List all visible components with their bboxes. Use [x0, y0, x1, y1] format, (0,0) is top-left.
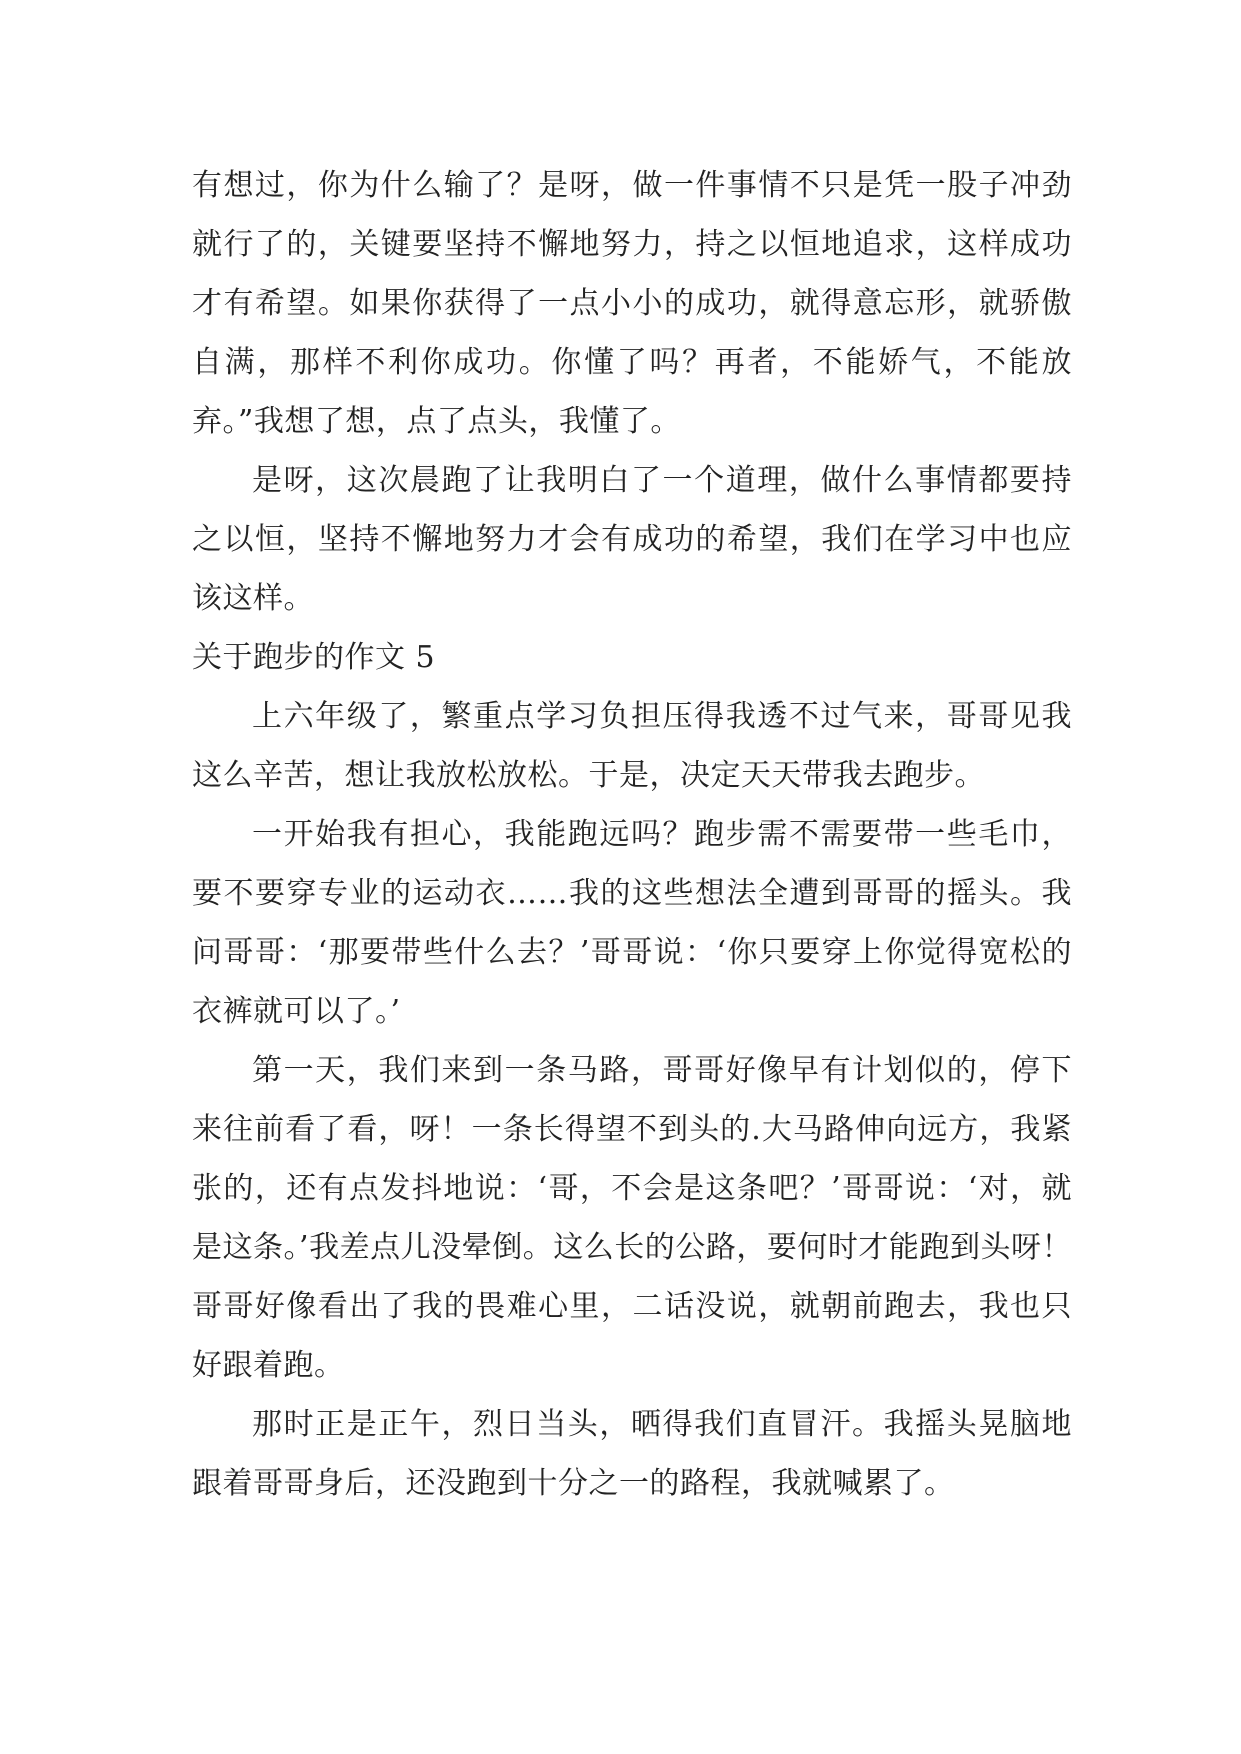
- section-heading: 关于跑步的作文 5: [192, 640, 436, 675]
- document-body: [192, 156, 1072, 1513]
- paragraph-6: 那时正是正午，烈日当头，晒得我们直冒汗。我摇头晃脑地跟着哥哥身后，还没跑到十分之一的路程，我就喊累了。: [192, 1407, 1072, 1501]
- paragraph-4: 一开始我有担心，我能跑远吗？跑步需不需要带一些毛巾，要不要穿专业的运动衣……我的这些想法全遭到哥哥的摇头。我问哥哥：‘那要带些什么去？’哥哥说：‘你只要穿上你觉得宽松的衣裤就可以了。’: [192, 817, 1072, 1029]
- paragraph-1: 有想过，你为什么输了？是呀，做一件事情不只是凭一股子冲劲就行了的，关键要坚持不懈地努力，持之以恒地追求，这样成功才有希望。如果你获得了一点小小的成功，就得意忘形，就骄傲自满，那样不利你成功。你懂了吗？再者，不能娇气，不能放弃。”我想了想，点了点头，我懂了。: [192, 168, 1072, 439]
- paragraph-2: 是呀，这次晨跑了让我明白了一个道理，做什么事情都要持之以恒，坚持不懈地努力才会有成功的希望，我们在学习中也应该这样。: [192, 463, 1072, 616]
- paragraph-3: 上六年级了，繁重点学习负担压得我透不过气来，哥哥见我这么辛苦，想让我放松放松。于是，决定天天带我去跑步。: [192, 699, 1072, 793]
- paragraph-5: 第一天，我们来到一条马路，哥哥好像早有计划似的，停下来往前看了看，呀！一条长得望不到头的.大马路伸向远方，我紧张的，还有点发抖地说：‘哥，不会是这条吧？’哥哥说：‘对，就是这条。’我差点儿没晕倒。这么长的公路，要何时才能跑到头呀！哥哥好像看出了我的畏难心里，二话没说，就朝前跑去，我也只好跟着跑。: [192, 1053, 1072, 1383]
